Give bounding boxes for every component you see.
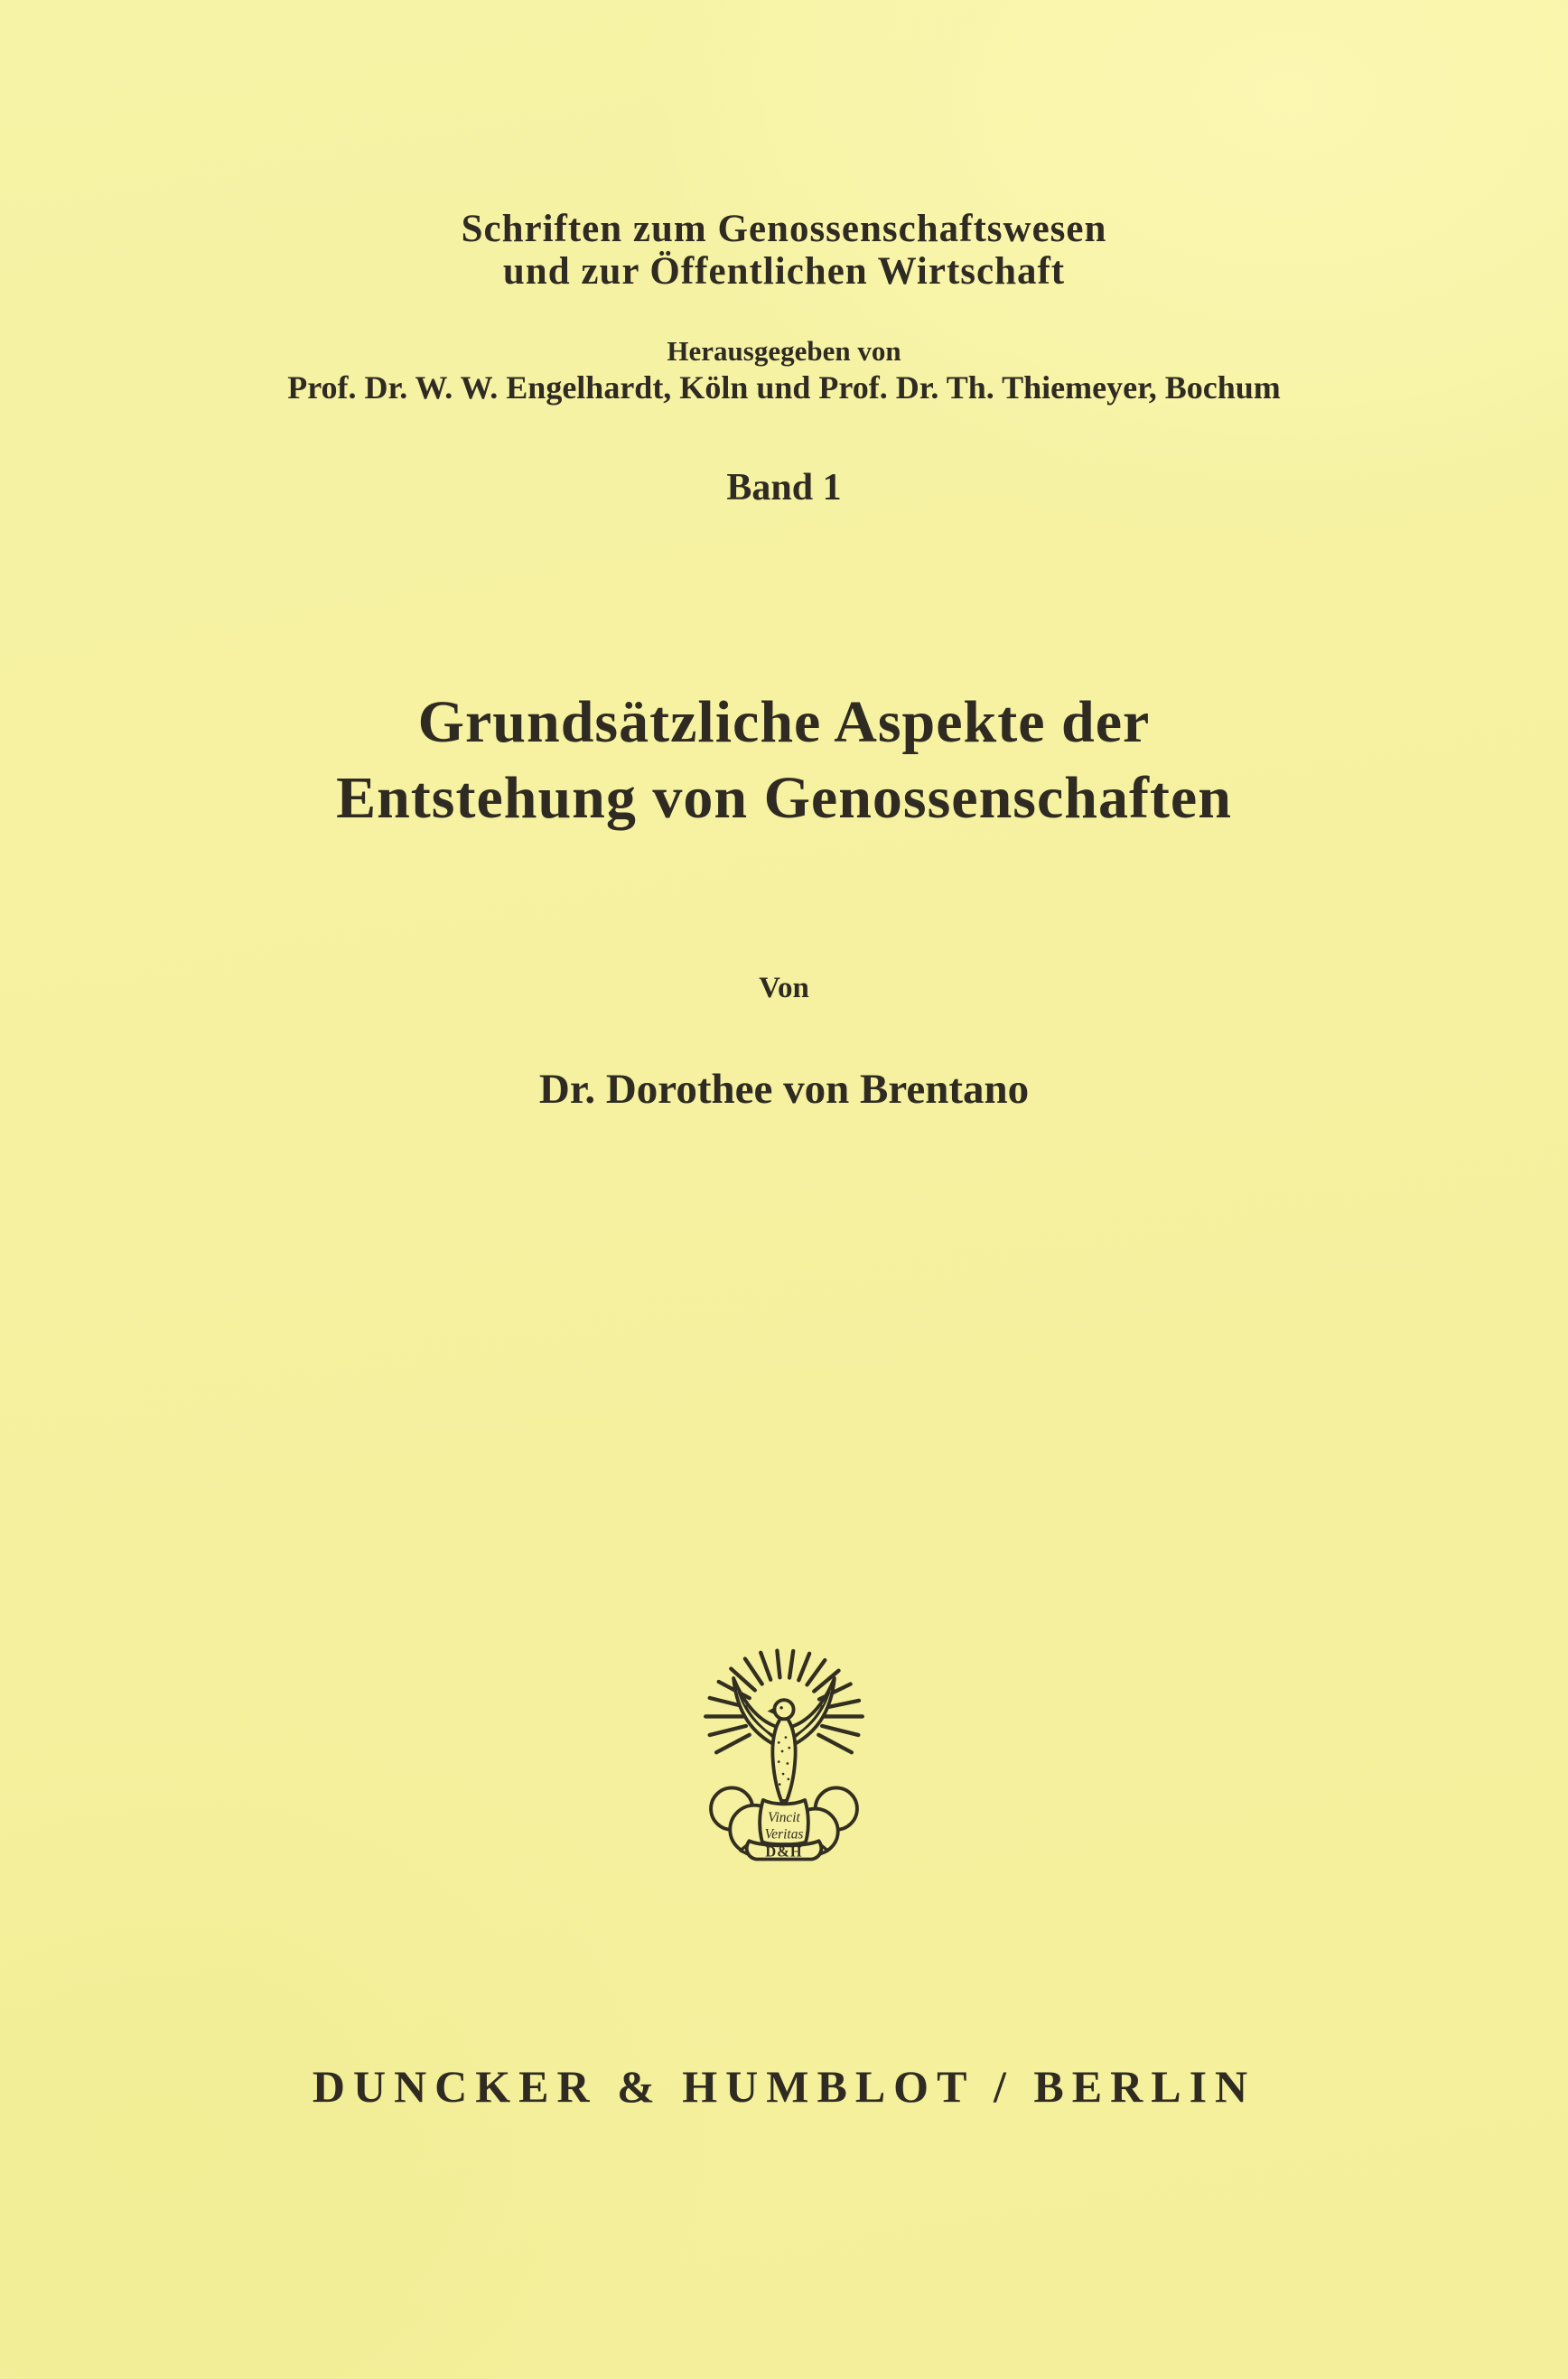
eagle-body-icon xyxy=(768,1700,796,1801)
by-label: Von xyxy=(759,972,809,1004)
series-volume: Band 1 xyxy=(726,467,842,508)
publisher-imprint: DUNCKER & HUMBLOT / BERLIN xyxy=(312,2061,1256,2112)
book-title-line1: Grundsätzliche Aspekte der xyxy=(417,689,1151,755)
edited-by-label: Herausgegeben von xyxy=(667,335,901,367)
publisher-emblem xyxy=(0,1629,1568,1873)
publisher-initials: D&H xyxy=(765,1843,803,1861)
series-title-line1: Schriften zum Genossenschaftswesen xyxy=(461,208,1107,250)
book-title-line2: Entstehung von Genossenschaften xyxy=(336,765,1232,831)
series-editors: Prof. Dr. W. W. Engelhardt, Köln und Prof. Dr. Th. Thiemeyer, Bochum xyxy=(287,369,1281,406)
book-title xyxy=(0,685,1568,836)
series-title-line2: und zur Öffentlichen Wirtschaft xyxy=(502,250,1066,293)
author-name: Dr. Dorothee von Brentano xyxy=(538,1066,1030,1113)
series-title xyxy=(0,208,1568,293)
motto-line2: Veritas xyxy=(764,1826,804,1843)
motto-line1: Vincit xyxy=(768,1810,800,1826)
eagle-sunburst-emblem-icon xyxy=(688,1629,880,1873)
